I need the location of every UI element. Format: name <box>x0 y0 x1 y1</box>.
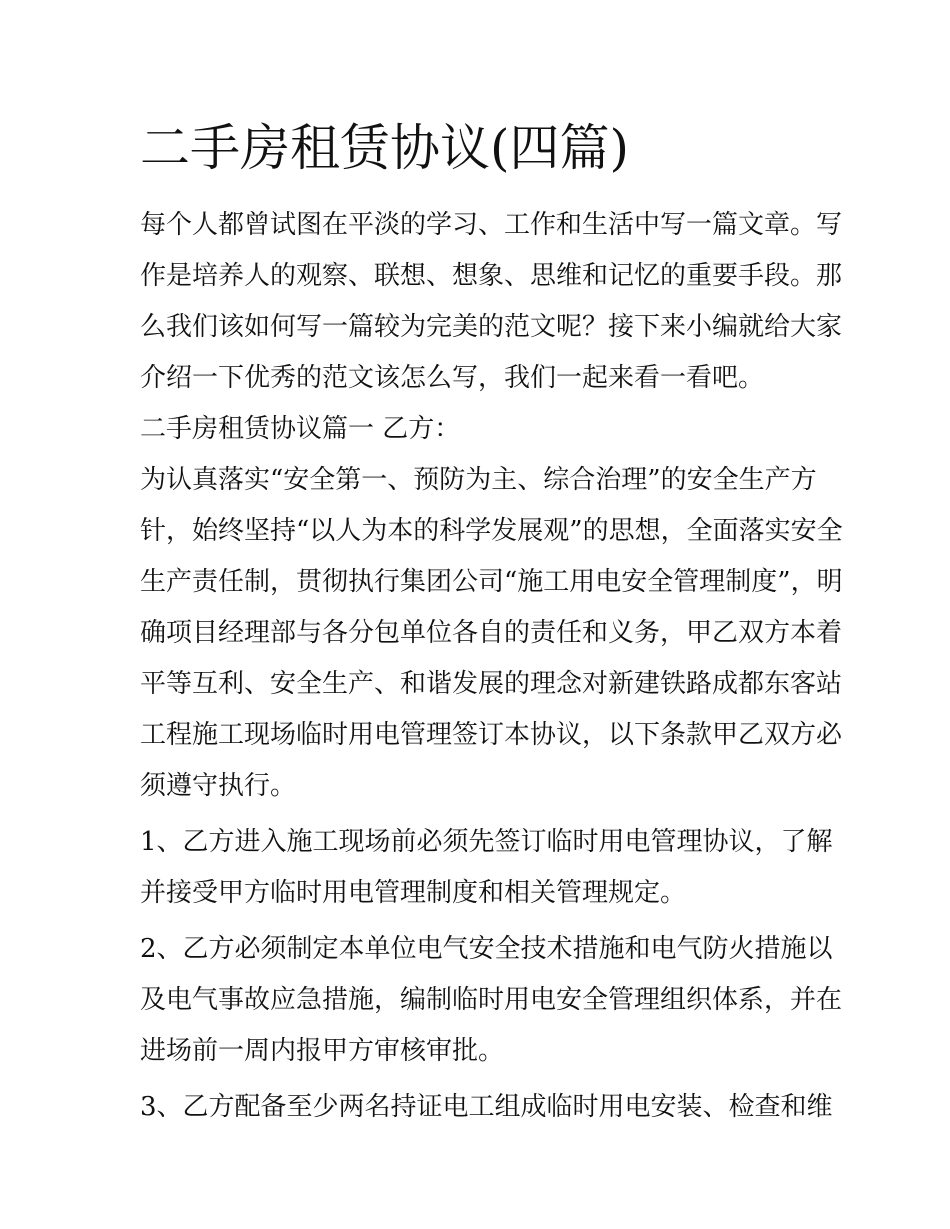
clause-line: 2、乙方必须制定本单位电气安全技术措施和电气防火措施以 <box>140 934 833 964</box>
section-heading: 二手房租赁协议篇一 乙方： <box>140 414 461 444</box>
body-line: 每个人都曾试图在平淡的学习、工作和生活中写一篇文章。写 <box>140 210 843 240</box>
body-line: 介绍一下优秀的范文该怎么写，我们一起来看一看吧。 <box>140 363 765 393</box>
body-line: 么我们该如何写一篇较为完美的范文呢？接下来小编就给大家 <box>140 312 843 342</box>
clause-line: 并接受甲方临时用电管理制度和相关管理规定。 <box>140 878 687 908</box>
document-body <box>140 200 843 1133</box>
body-line: 生产责任制，贯彻执行集团公司“施工用电安全管理制度”，明 <box>140 567 843 597</box>
document-title: 二手房租赁协议(四篇) <box>140 119 630 177</box>
clause-line: 进场前一周内报甲方审核审批。 <box>140 1036 505 1066</box>
body-line: 确项目经理部与各分包单位各自的责任和义务，甲乙双方本着 <box>140 618 843 648</box>
body-line: 作是培养人的观察、联想、想象、思维和记忆的重要手段。那 <box>140 261 843 291</box>
body-line: 须遵守执行。 <box>140 771 297 801</box>
document-page <box>140 108 843 1133</box>
body-line: 针，始终坚持“以人为本的科学发展观”的思想，全面落实安全 <box>140 516 843 546</box>
body-line: 工程施工现场临时用电管理签订本协议，以下条款甲乙双方必 <box>140 720 843 750</box>
body-line: 为认真落实“安全第一、预防为主、综合治理”的安全生产方 <box>140 465 817 495</box>
clause-line: 3、乙方配备至少两名持证电工组成临时用电安装、检查和维 <box>140 1092 833 1122</box>
clause-line: 及电气事故应急措施，编制临时用电安全管理组织体系，并在 <box>140 985 843 1015</box>
clause-line: 1、乙方进入施工现场前必须先签订临时用电管理协议，了解 <box>140 827 833 857</box>
body-line: 平等互利、安全生产、和谐发展的理念对新建铁路成都东客站 <box>140 669 843 699</box>
